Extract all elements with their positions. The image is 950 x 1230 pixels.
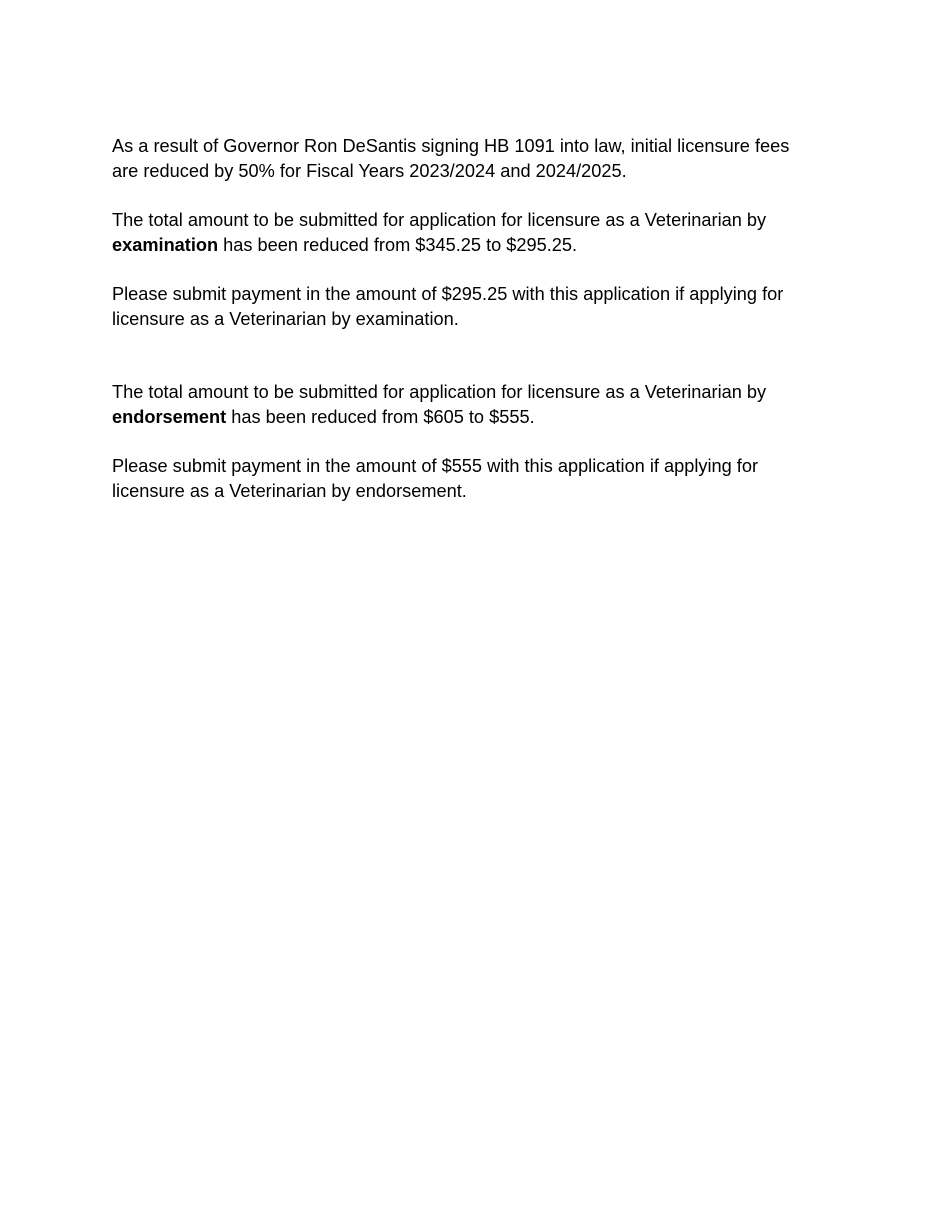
examination-bold-term: examination xyxy=(112,234,219,255)
intro-line-2: are reduced by 50% for Fiscal Years 2023/2024 and 2024/2025. xyxy=(112,160,627,181)
intro-paragraph xyxy=(112,134,832,183)
examination-payment-paragraph xyxy=(112,282,832,331)
endorsement-fee-line-1: The total amount to be submitted for application for licensure as a Veterinarian by xyxy=(112,382,767,402)
endorsement-payment-paragraph xyxy=(112,454,832,503)
examination-fee-rest: has been reduced from $345.25 to $295.25. xyxy=(218,234,578,255)
examination-fee-paragraph xyxy=(112,208,832,257)
endorsement-fee-rest: has been reduced from $605 to $555. xyxy=(226,406,535,427)
endorsement-bold-term: endorsement xyxy=(112,406,227,427)
intro-line-1: As a result of Governor Ron DeSantis signing HB 1091 into law, initial licensure fees xyxy=(112,136,790,156)
examination-payment-line-2: licensure as a Veterinarian by examination. xyxy=(112,308,459,329)
examination-payment-line-1: Please submit payment in the amount of $295.25 with this application if applying for xyxy=(112,284,784,304)
endorsement-payment-line-2: licensure as a Veterinarian by endorsement. xyxy=(112,480,467,501)
endorsement-payment-line-1: Please submit payment in the amount of $555 with this application if applying for xyxy=(112,456,759,476)
endorsement-fee-paragraph xyxy=(112,380,832,429)
examination-fee-line-1: The total amount to be submitted for application for licensure as a Veterinarian by xyxy=(112,210,767,230)
